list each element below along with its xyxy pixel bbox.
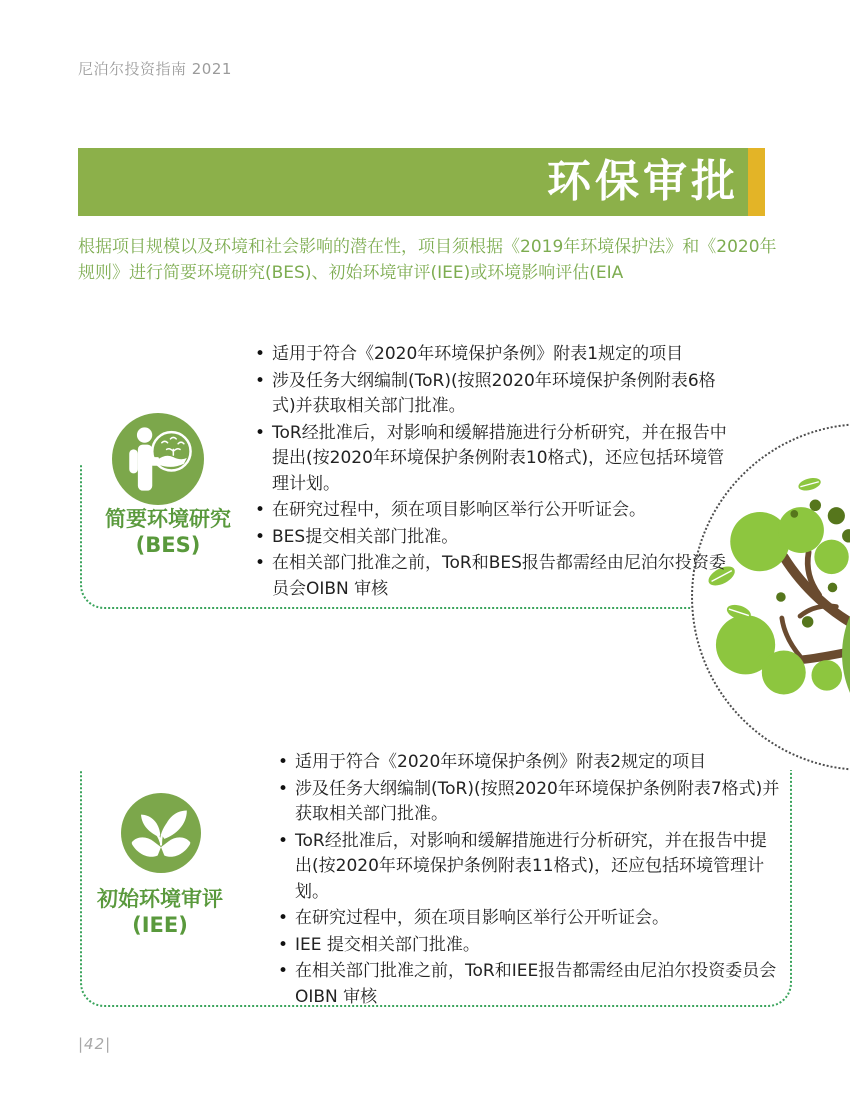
bullet-item: • 适用于符合《2020年环境保护条例》附表2规定的项目	[278, 750, 780, 776]
iee-section-label	[75, 886, 245, 939]
bullet-item: • 在相关部门批准之前，ToR和BES报告都需经由尼泊尔投资委员会OIBN 审核	[255, 551, 737, 602]
intro-paragraph: 根据项目规模以及环境和社会影响的潜在性，项目须根据《2019年环境保护法》和《2020年规则》进行简要环境研究(BES)、初始环境审评(IEE)或环境影响评估(EIA	[78, 237, 777, 284]
page-title: 环保审批	[547, 156, 739, 207]
bes-label-line1: 简要环境研究	[105, 507, 231, 531]
page-number: |42|	[78, 1035, 112, 1053]
bes-section-label	[83, 506, 253, 559]
bullet-item: • ToR经批准后，对影响和缓解措施进行分析研究，并在报告中提出(按2020年环境保护条例附表11格式)，还应包括环境管理计划。	[278, 829, 780, 906]
iee-label-line1: 初始环境审评	[97, 887, 223, 911]
bullet-item: • IEE 提交相关部门批准。	[278, 933, 780, 959]
bullet-item: • ToR经批准后，对影响和缓解措施进行分析研究，并在报告中提出(按2020年环境保护条例附表10格式)，还应包括环境管理计划。	[255, 421, 737, 498]
bullet-item: • 涉及任务大纲编制(ToR)(按照2020年环境保护条例附表7格式)并获取相关部门批准。	[278, 777, 780, 828]
title-banner	[78, 148, 765, 216]
researcher-globe-icon	[112, 413, 204, 505]
bullet-item: • BES提交相关部门批准。	[255, 525, 737, 551]
iee-bullet-list	[278, 750, 780, 1011]
doc-header: 尼泊尔投资指南 2021	[78, 60, 232, 78]
bes-bullet-list	[255, 342, 737, 603]
bullet-item: • 适用于符合《2020年环境保护条例》附表1规定的项目	[255, 342, 737, 368]
iee-label-line2: (IEE)	[132, 913, 188, 938]
bullet-item: • 涉及任务大纲编制(ToR)(按照2020年环境保护条例附表6格式)并获取相关部门批准。	[255, 369, 737, 420]
bullet-item: • 在研究过程中，须在项目影响区举行公开听证会。	[255, 498, 737, 524]
banner-accent-bar	[748, 148, 765, 216]
bes-label-line2: (BES)	[135, 533, 201, 558]
hands-plant-icon	[121, 793, 201, 873]
bullet-item: • 在研究过程中，须在项目影响区举行公开听证会。	[278, 906, 780, 932]
bullet-item: • 在相关部门批准之前，ToR和IEE报告都需经由尼泊尔投资委员会OIBN 审核	[278, 959, 780, 1010]
